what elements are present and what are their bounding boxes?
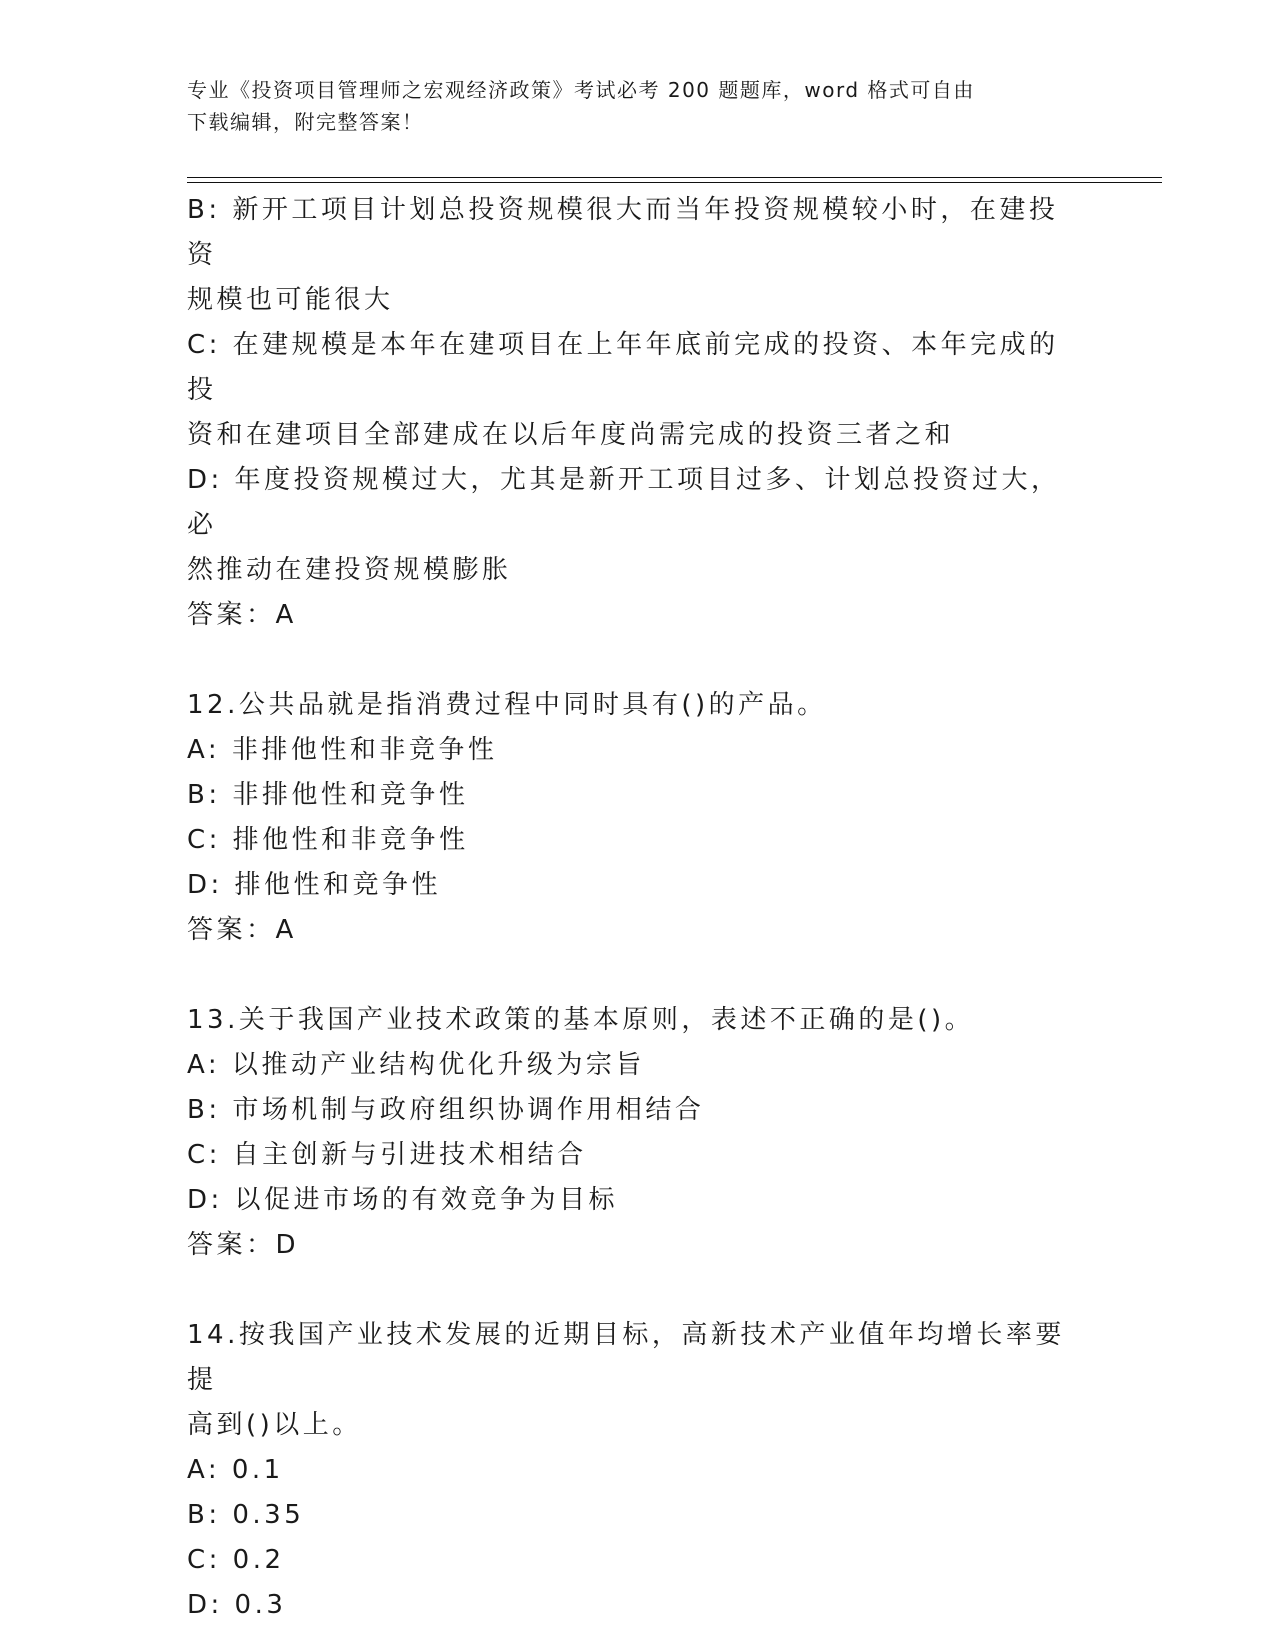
answer: 答案：A — [187, 600, 297, 630]
document-header — [187, 74, 1067, 138]
option-c: C: 0.2 — [187, 1545, 285, 1575]
option-c: C: 排他性和非竞争性 — [187, 825, 469, 855]
header-title-line-1: 专业《投资项目管理师之宏观经济政策》考试必考 200 题题库，word 格式可自由 — [187, 78, 975, 102]
option-c-continued: 资和在建项目全部建成在以后年度尚需完成的投资三者之和 — [187, 420, 955, 450]
spacer — [187, 1268, 1087, 1313]
header-rule-thick — [187, 177, 1162, 178]
answer: 答案：D — [187, 1230, 300, 1260]
question-content — [187, 188, 1087, 1628]
question-stem: 13.关于我国产业技术政策的基本原则，表述不正确的是()。 — [187, 1005, 975, 1035]
option-a: A: 非排他性和非竞争性 — [187, 735, 498, 765]
option-a: A: 以推动产业结构优化升级为宗旨 — [187, 1050, 645, 1080]
question-stem: 12.公共品就是指消费过程中同时具有()的产品。 — [187, 690, 827, 720]
option-d: D: 排他性和竞争性 — [187, 870, 442, 900]
header-rule-thin — [187, 182, 1162, 183]
question-13 — [187, 998, 1087, 1268]
question-stem-continued: 高到()以上。 — [187, 1410, 362, 1440]
spacer — [187, 638, 1087, 683]
question-14 — [187, 1313, 1087, 1628]
option-b: B: 0.35 — [187, 1500, 305, 1530]
option-c: C: 自主创新与引进技术相结合 — [187, 1140, 587, 1170]
spacer — [187, 953, 1087, 998]
question-11-tail — [187, 188, 1087, 638]
option-d: D: 年度投资规模过大，尤其是新开工项目过多、计划总投资过大，必 — [187, 465, 1061, 540]
header-title-line-2: 下载编辑，附完整答案！ — [187, 110, 424, 134]
option-c: C: 在建规模是本年在建项目在上年年底前完成的投资、本年完成的投 — [187, 330, 1059, 405]
option-d: D: 以促进市场的有效竞争为目标 — [187, 1185, 619, 1215]
option-d-continued: 然推动在建投资规模膨胀 — [187, 555, 512, 585]
option-d: D: 0.3 — [187, 1590, 287, 1620]
question-stem: 14.按我国产业技术发展的近期目标，高新技术产业值年均增长率要提 — [187, 1320, 1065, 1395]
answer: 答案：A — [187, 915, 297, 945]
option-b: B: 新开工项目计划总投资规模很大而当年投资规模较小时，在建投资 — [187, 195, 1059, 270]
option-b-continued: 规模也可能很大 — [187, 285, 394, 315]
option-b: B: 非排他性和竞争性 — [187, 780, 469, 810]
question-12 — [187, 683, 1087, 953]
option-a: A: 0.1 — [187, 1455, 284, 1485]
option-b: B: 市场机制与政府组织协调作用相结合 — [187, 1095, 705, 1125]
